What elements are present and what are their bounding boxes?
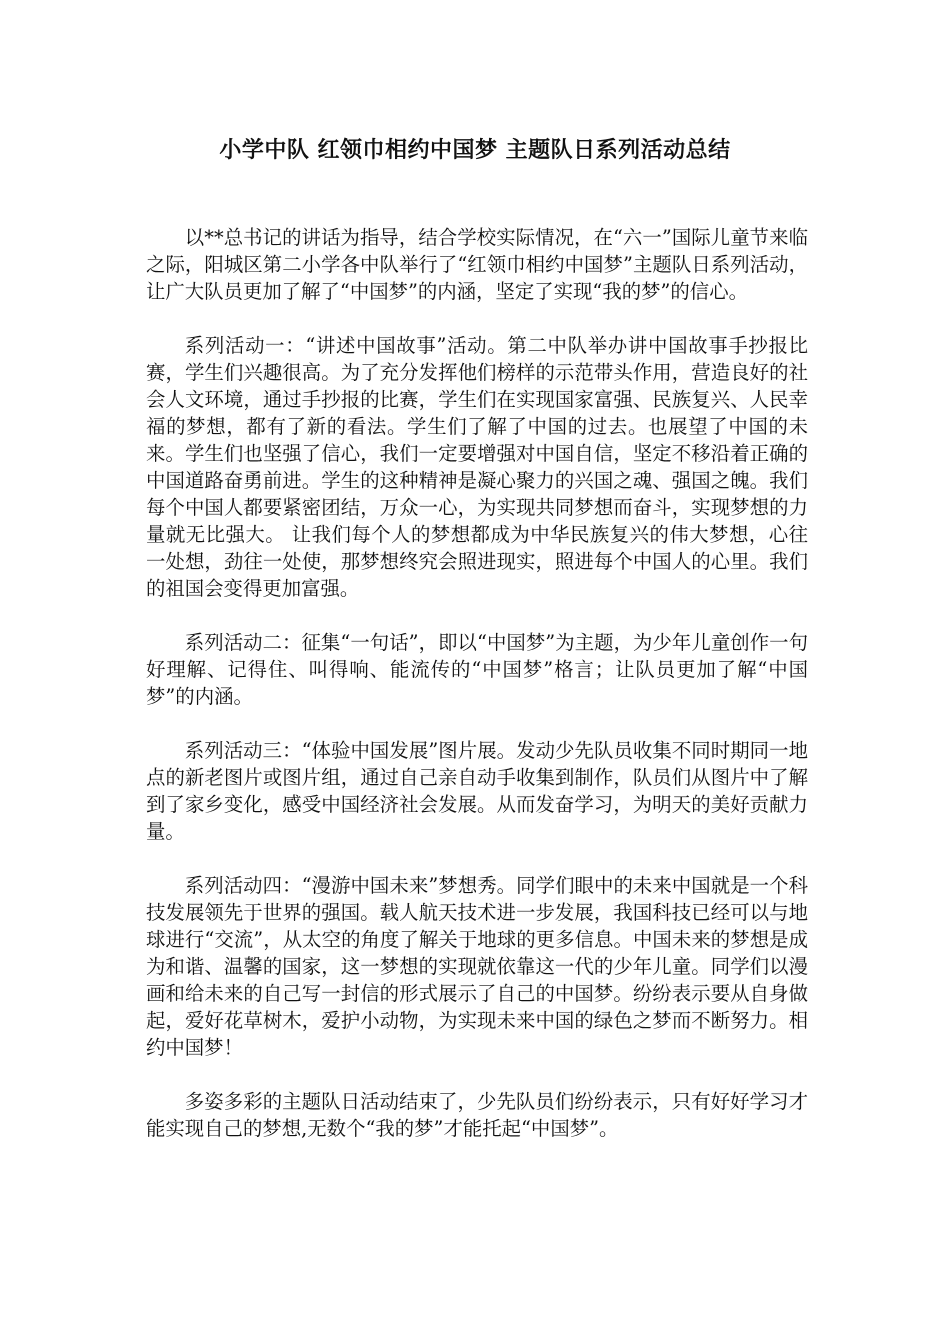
paragraph-activity-one: 系列活动一：“讲述中国故事”活动。第二中队举办讲中国故事手抄报比赛，学生们兴趣很高。为了充分发挥他们榜样的示范带头作用，营造良好的社会人文环境，通过手抄报的比赛，学生们在实现国家富强、民族复兴、人民幸福的梦想，都有了新的看法。学生们了解了中国的过去。也展望了中国的未来。学生们也坚强了信心，我们一定要增强对中国自信，坚定不移沿着正确的中国道路奋勇前进。学生的这种精神是凝心聚力的兴国之魂、强国之魄。我们每个中国人都要紧密团结，万众一心，为实现共同梦想而奋斗，实现梦想的力量就无比强大。 让我们每个人的梦想都成为中华民族复兴的伟大梦想，心往一处想，劲往一处使，那梦想终究会照进现实，照进每个中国人的心里。我们的祖国会变得更加富强。: [146, 334, 808, 600]
paragraph-intro: 以**总书记的讲话为指导，结合学校实际情况，在“六一”国际儿童节来临之际，阳城区第二小学各中队举行了“红领巾相约中国梦”主题队日系列活动，让广大队员更加了解了“中国梦”的内涵，坚定了实现“我的梦”的信心。: [146, 226, 808, 303]
document-body: [146, 224, 808, 1169]
document-title: 小学中队 红领巾相约中国梦 主题队日系列活动总结: [219, 138, 731, 163]
paragraph-activity-three: 系列活动三：“体验中国发展”图片展。发动少先队员收集不同时期同一地点的新老图片或图片组，通过自己亲自动手收集到制作，队员们从图片中了解到了家乡变化，感受中国经济社会发展。从而发奋学习，为明天的美好贡献力量。: [146, 739, 808, 843]
paragraph-activity-two: 系列活动二：征集“一句话”，即以“中国梦”为主题，为少年儿童创作一句好理解、记得住、叫得响、能流传的“中国梦”格言；让队员更加了解“中国梦”的内涵。: [146, 631, 808, 708]
paragraph-conclusion: 多姿多彩的主题队日活动结束了，少先队员们纷纷表示，只有好好学习才能实现自己的梦想,无数个“我的梦”才能托起“中国梦”。: [146, 1090, 808, 1140]
paragraph-activity-four: 系列活动四：“漫游中国未来”梦想秀。同学们眼中的未来中国就是一个科技发展领先于世界的强国。载人航天技术进一步发展，我国科技已经可以与地球进行“交流”，从太空的角度了解关于地球的更多信息。中国未来的梦想是成为和谐、温馨的国家，这一梦想的实现就依靠这一代的少年儿童。同学们以漫画和给未来的自己写一封信的形式展示了自己的中国梦。纷纷表示要从自身做起，爱好花草树木，爱护小动物，为实现未来中国的绿色之梦而不断努力。相约中国梦！: [146, 874, 808, 1059]
